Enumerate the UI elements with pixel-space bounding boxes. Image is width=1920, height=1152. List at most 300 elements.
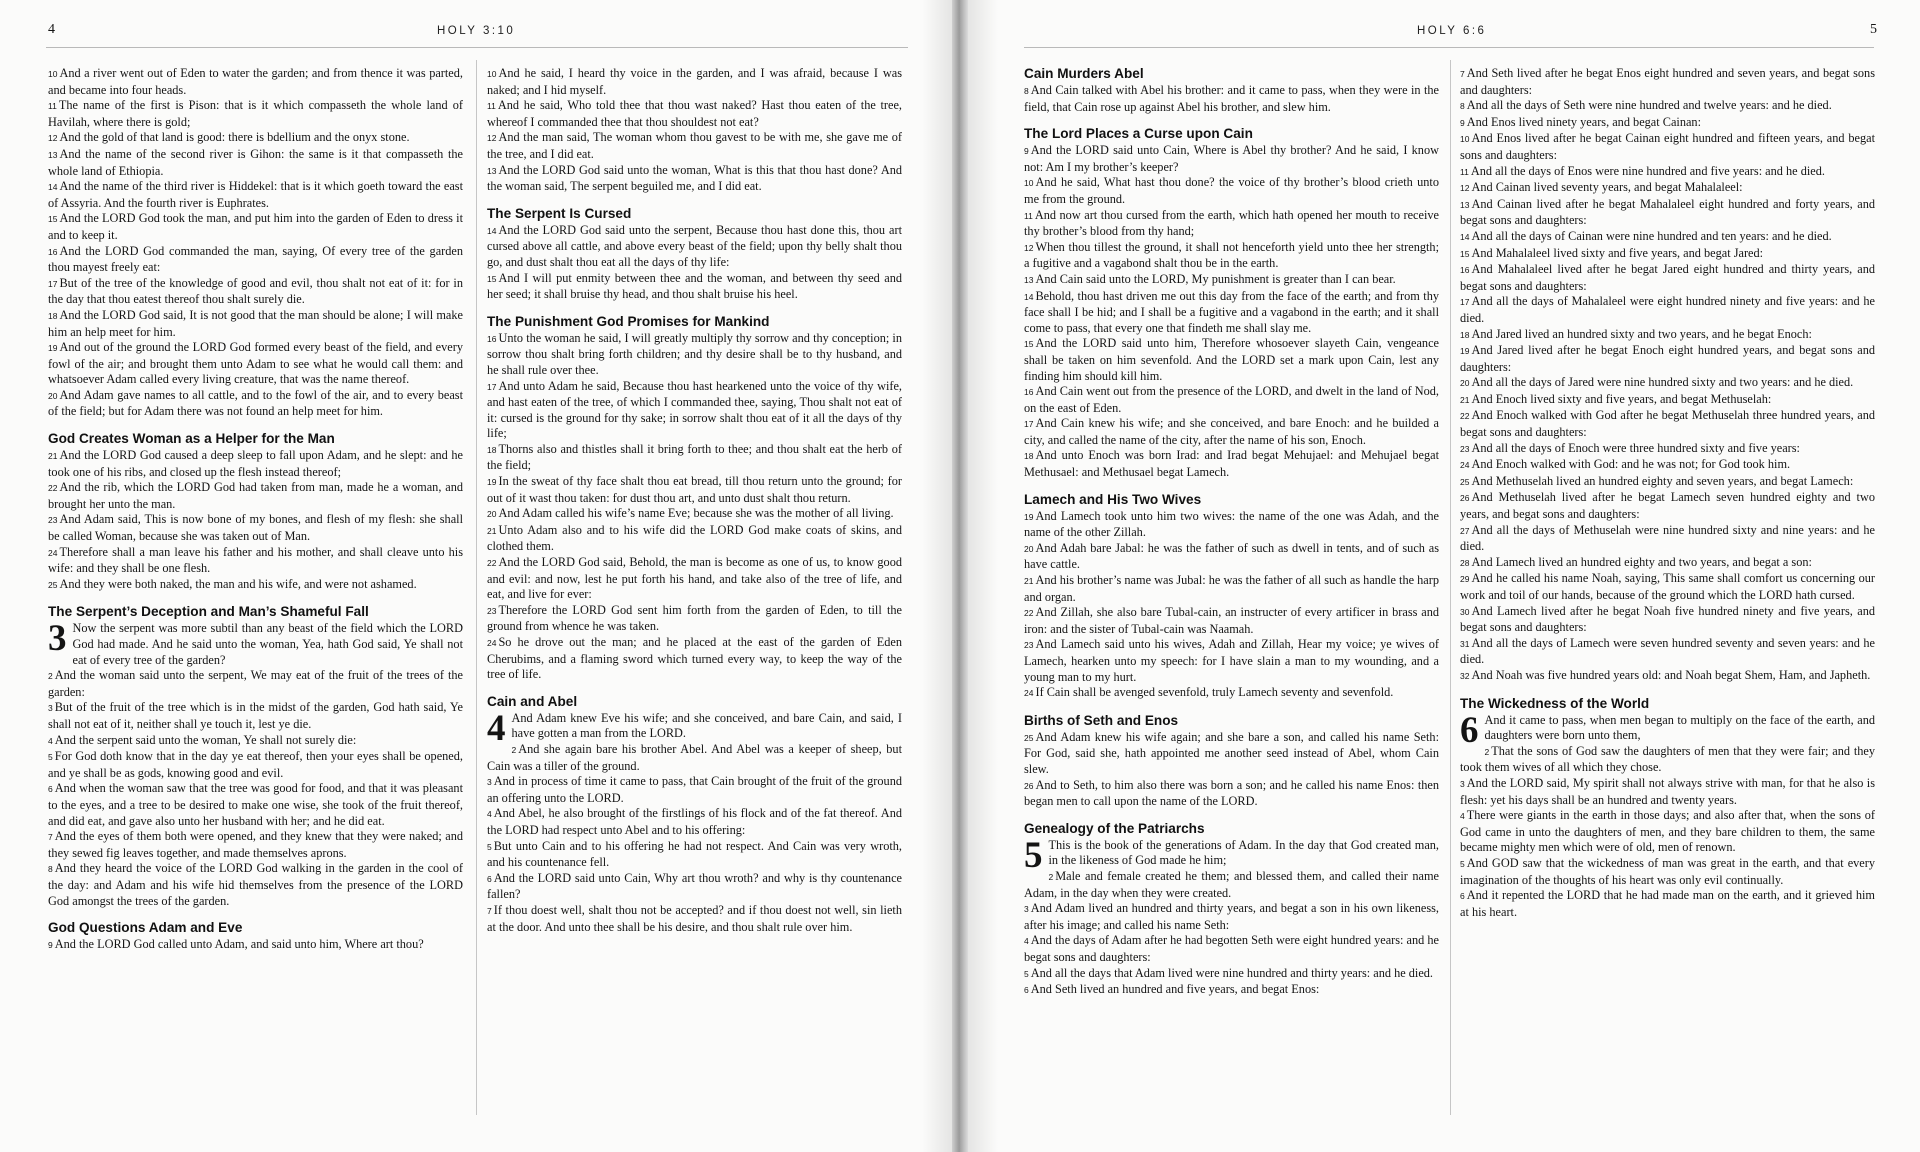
- text-column-1: [1024, 66, 1439, 999]
- verse: [1460, 375, 1875, 392]
- verse-number: 15: [1460, 248, 1470, 259]
- verse-number: 4: [48, 735, 53, 746]
- verse: [1024, 143, 1439, 175]
- verse-text: And Enoch walked with God: and he was not; for God took him.: [1471, 457, 1791, 472]
- verse: [1460, 856, 1875, 888]
- verse-number: 4: [1024, 936, 1029, 947]
- verse-number: 19: [1460, 346, 1470, 357]
- verse-text: But of the fruit of the tree which is in the midst of the garden, God hath said, Ye shall not eat of it, neither shall ye touch it, lest ye die.: [48, 700, 463, 731]
- verse-number: 17: [1460, 297, 1470, 308]
- verse-number: 10: [1024, 178, 1034, 189]
- verse: [487, 806, 902, 838]
- header-rule: [1024, 47, 1874, 48]
- verse: [487, 603, 902, 635]
- verse: [1460, 888, 1875, 920]
- verse-number: 2: [1484, 746, 1490, 757]
- verse: [48, 130, 463, 147]
- verse-text: And all the days of Enoch were three hundred sixty and five years:: [1471, 440, 1800, 455]
- verse-number: 12: [1460, 183, 1470, 194]
- verse-number: 18: [1024, 451, 1034, 462]
- verse-text: And Seth lived after he begat Enos eight hundred and seven years, and begat sons and daughters:: [1460, 66, 1875, 97]
- verse-number: 21: [487, 525, 497, 536]
- section-heading: The Lord Places a Curse upon Cain: [1024, 126, 1253, 142]
- verse: [1460, 474, 1875, 491]
- verse: [1024, 778, 1439, 810]
- verse-text: And Seth lived an hundred and five years, and begat Enos:: [1030, 982, 1320, 997]
- verse: [487, 523, 902, 555]
- verse-number: 30: [1460, 606, 1470, 617]
- verse: [48, 147, 463, 179]
- verse-number: 6: [1024, 985, 1029, 996]
- verse-number: 22: [1024, 608, 1034, 619]
- verse-text: And Methuselah lived an hundred eighty and seven years, and begat Lamech:: [1471, 473, 1854, 488]
- verse-number: 14: [1460, 231, 1470, 242]
- verse-text: And Lamech took unto him two wives: the name of the one was Adah, and the name of the other Zillah.: [1024, 508, 1439, 540]
- verse-text: The name of the first is Pison: that is it which compasseth the whole land of Havilah, where there is gold;: [48, 98, 463, 129]
- verse: [48, 388, 463, 420]
- verse: [48, 244, 463, 276]
- verse: [1024, 416, 1439, 448]
- verse-number: 32: [1460, 670, 1470, 681]
- verse-text: And the LORD God said, It is not good that the man should be alone; I will make him an help meet for him.: [48, 307, 463, 339]
- verse-number: 3: [1460, 778, 1465, 789]
- verse: [48, 340, 463, 388]
- verse-number: 14: [1024, 291, 1034, 302]
- verse-text: And his brother’s name was Jubal: he was the father of all such as handle the harp and organ.: [1024, 573, 1439, 604]
- verse-text: And the LORD God said unto the woman, What is this that thou hast done? And the woman said, The serpent beguiled me, and I did eat.: [487, 162, 902, 194]
- verse-number: 12: [1024, 242, 1034, 253]
- verse: [487, 442, 902, 474]
- verse-number: 6: [48, 784, 53, 795]
- verse-number: 15: [1024, 339, 1034, 350]
- book-gutter: [952, 0, 968, 1152]
- verse: [48, 829, 463, 861]
- verse: [48, 66, 463, 98]
- text-column-2: [1460, 66, 1875, 920]
- verse-text: And he called his name Noah, saying, This same shall comfort us concerning our work and toil of our hands, because of the ground which the LORD hath cursed.: [1460, 571, 1875, 602]
- verse: [48, 448, 463, 480]
- verse-text: And all the days that Adam lived were nine hundred and thirty years: and he died.: [1030, 965, 1434, 980]
- verse: [48, 733, 463, 750]
- verse: [1460, 262, 1875, 294]
- verse: [1024, 448, 1439, 480]
- verse: [1460, 776, 1875, 808]
- verse: [1460, 808, 1875, 856]
- verse: [1460, 66, 1875, 98]
- verse-number: 7: [487, 905, 492, 916]
- verse-text: And Cainan lived after he begat Mahalaleel eight hundred and forty years, and begat sons and daughters:: [1460, 196, 1875, 228]
- verse-number: 7: [48, 832, 53, 843]
- verse-number: 12: [487, 133, 497, 144]
- chapter-number: 6: [1460, 709, 1479, 751]
- verse-text: And they were both naked, the man and his wife, and were not ashamed.: [59, 576, 417, 591]
- verse-text: And Cain knew his wife; and she conceived, and bare Enoch: and he builded a city, and called the name of the city, after the name of his son, Enoch.: [1024, 416, 1439, 447]
- verse-number: 10: [487, 69, 497, 79]
- verse-number: 21: [1024, 576, 1034, 587]
- verse-text: In the sweat of thy face shalt thou eat bread, till thou return unto the ground; for out of it wast thou taken: for dust thou art, and unto dust shalt thou return.: [487, 474, 902, 505]
- verse-text: Therefore the LORD God sent him forth from the garden of Eden, to till the ground from whence he was taken.: [487, 602, 902, 634]
- verse: [487, 903, 902, 935]
- verse: [1460, 490, 1875, 522]
- verse-text: Now the serpent was more subtil than any beast of the field which the LORD God had made. And he said unto the woman, Yea, hath God said, Ye shall not eat of every tree of the garden?: [72, 621, 463, 667]
- verse: [1024, 289, 1439, 337]
- verse: [1460, 571, 1875, 603]
- verse: [1024, 83, 1439, 115]
- verse-number: 8: [1460, 101, 1465, 112]
- verse-number: 23: [1460, 443, 1470, 454]
- verse-number: 14: [48, 182, 58, 193]
- verse-number: 9: [48, 940, 53, 951]
- verse-number: 3: [48, 703, 53, 714]
- verse-text: And the serpent said unto the woman, Ye shall not surely die:: [54, 732, 357, 747]
- verse: [48, 545, 463, 577]
- verse-text: And Zillah, she also bare Tubal-cain, an instructer of every artificer in brass and iron: and the sister of Tubal-cain was Naamah.: [1024, 605, 1439, 636]
- verse: [1460, 457, 1875, 474]
- verse: [1024, 869, 1439, 901]
- verse: [487, 555, 902, 603]
- verse-text: Male and female created he them; and blessed them, and called their name Adam, in the day when they were created.: [1024, 868, 1439, 900]
- verse: [1024, 509, 1439, 541]
- verse-number: 21: [1460, 394, 1470, 405]
- verse: [1460, 636, 1875, 668]
- verse-text: Therefore shall a man leave his father and his mother, and shall cleave unto his wife: and they shall be one flesh.: [48, 544, 463, 576]
- running-head: HOLY 3:10: [437, 25, 516, 37]
- verse-number: 18: [48, 310, 58, 321]
- section-heading: The Serpent’s Deception and Man’s Shameful Fall: [48, 604, 369, 620]
- verse: [487, 130, 902, 162]
- header-rule: [46, 47, 908, 48]
- verse: [1460, 744, 1875, 776]
- verse-text: And all the days of Enos were nine hundred and five years: and he died.: [1470, 163, 1825, 178]
- text-column-1: [48, 66, 463, 954]
- verse: [1024, 175, 1439, 207]
- verse-text: And he said, I heard thy voice in the garden, and I was afraid, because I was naked; and I hid myself.: [487, 66, 902, 97]
- verse-number: 15: [48, 214, 58, 225]
- verse-number: 15: [487, 273, 497, 284]
- verse-number: 23: [487, 605, 497, 616]
- verse: [1024, 982, 1439, 999]
- verse-number: 23: [48, 515, 58, 526]
- verse-text: And Methuselah lived after he begat Lamech seven hundred eighty and two years, and begat sons and daughters:: [1460, 490, 1875, 522]
- verse-number: 20: [1024, 543, 1034, 554]
- column-divider: [476, 60, 477, 1115]
- verse-text: And the man said, The woman whom thou gavest to be with me, she gave me of the tree, and I did eat.: [487, 130, 902, 161]
- verse-text: And Lamech lived after he begat Noah five hundred ninety and five years, and begat sons and daughters:: [1460, 603, 1875, 635]
- section-heading: Births of Seth and Enos: [1024, 712, 1179, 728]
- verse-number: 5: [48, 752, 53, 763]
- verse-text: And Cain went out from the presence of the LORD, and dwelt in the land of Nod, on the east of Eden.: [1024, 384, 1439, 415]
- verse-number: 11: [48, 101, 57, 112]
- verse: [48, 276, 463, 308]
- verse: [1024, 966, 1439, 983]
- verse: [1460, 408, 1875, 440]
- verse-text: And they heard the voice of the LORD God walking in the garden in the cool of the day: and Adam and his wife hid themselves from the presence of the LORD God amongst the trees of the garden.: [48, 861, 463, 908]
- verse-number: 13: [1024, 274, 1034, 285]
- verse-number: 6: [487, 873, 492, 884]
- verse-number: 3: [1024, 904, 1029, 915]
- verse-number: 8: [1024, 86, 1029, 96]
- verse: [487, 223, 902, 271]
- verse: [1024, 240, 1439, 272]
- verse: [1024, 933, 1439, 965]
- verse: [1024, 901, 1439, 933]
- verse-text: And now art thou cursed from the earth, which hath opened her mouth to receive thy brother’s blood from thy hand;: [1024, 207, 1439, 239]
- verse-number: 5: [1024, 968, 1029, 979]
- verse-text: When thou tillest the ground, it shall not henceforth yield unto thee her strength; a fugitive and a vagabond shalt thou be in the earth.: [1024, 239, 1439, 271]
- verse-text: And GOD saw that the wickedness of man was great in the earth, and that every imagination of the thoughts of his heart was only evil continually.: [1460, 855, 1875, 887]
- verse: [48, 480, 463, 512]
- verse-number: 8: [48, 864, 53, 875]
- page-number: 4: [48, 22, 55, 37]
- verse: [1460, 555, 1875, 572]
- verse-number: 13: [487, 165, 497, 176]
- verse-text: And Jared lived an hundred sixty and two years, and he begat Enoch:: [1471, 326, 1812, 341]
- verse-number: 6: [1460, 891, 1465, 902]
- verse-text: And Lamech lived an hundred eighty and two years, and begat a son:: [1471, 554, 1812, 569]
- verse-text: And Abel, he also brought of the firstlings of his flock and of the fat thereof. And the LORD had respect unto Abel and to his offering:: [487, 806, 902, 837]
- verse-text: And out of the ground the LORD God formed every beast of the field, and every fowl of the air; and brought them unto Adam to see what he would call them: and whatsoever Adam called every living creature, that was the name thereof.: [48, 340, 463, 387]
- verse-number: 26: [1024, 780, 1034, 791]
- verse: [487, 66, 902, 98]
- verse-text: And it came to pass, when men began to multiply on the face of the earth, and daughters were born unto them,: [1484, 712, 1875, 743]
- verse-text: And all the days of Jared were nine hundred sixty and two years: and he died.: [1471, 375, 1854, 390]
- verse-number: 19: [48, 343, 58, 354]
- verse: [48, 937, 463, 954]
- verse-text: There were giants in the earth in those days; and also after that, when the sons of God came in unto the daughters of men, and they bare children to them, the same became mighty men which were of old, men of renown.: [1460, 808, 1875, 855]
- verse-text: And he said, Who told thee that thou wast naked? Hast thou eaten of the tree, whereof I commanded thee that thou shouldest not eat?: [487, 98, 902, 129]
- section-heading: Cain and Abel: [487, 693, 578, 709]
- verse: [487, 98, 902, 130]
- verse-number: 9: [1460, 117, 1465, 128]
- verse: [1460, 197, 1875, 229]
- verse: [487, 474, 902, 506]
- verse-number: 2: [1048, 871, 1054, 882]
- verse-text: Unto Adam also and to his wife did the LORD God make coats of skins, and clothed them.: [487, 522, 902, 554]
- section-heading: God Creates Woman as a Helper for the Man: [48, 431, 335, 447]
- section-heading: Genealogy of the Patriarchs: [1024, 820, 1205, 836]
- verse-text: But unto Cain and to his offering he had not respect. And Cain was very wroth, and his countenance fell.: [487, 838, 902, 870]
- verse-text: And he said, What hast thou done? the voice of thy brother’s blood crieth unto me from the ground.: [1024, 175, 1439, 206]
- section-heading: The Punishment God Promises for Mankind: [487, 313, 770, 329]
- verse-text: And all the days of Cainan were nine hundred and ten years: and he died.: [1471, 228, 1832, 243]
- verse: [1024, 336, 1439, 384]
- verse: [487, 774, 902, 806]
- verse-number: 13: [48, 149, 58, 160]
- verse-text: And she again bare his brother Abel. And Abel was a keeper of sheep, but Cain was a tiller of the ground.: [487, 741, 902, 773]
- verse-text: And Adam called his wife’s name Eve; because she was the mother of all living.: [498, 506, 894, 521]
- verse: [1460, 229, 1875, 246]
- verse-number: 3: [487, 777, 492, 788]
- verse: [1460, 98, 1875, 115]
- verse-number: 20: [487, 509, 497, 520]
- verse-text: And Cainan lived seventy years, and begat Mahalaleel:: [1471, 180, 1743, 195]
- verse-number: 16: [1024, 387, 1034, 398]
- verse: [1024, 685, 1439, 702]
- verse-number: 17: [1024, 419, 1034, 430]
- verse: [48, 179, 463, 211]
- verse-number: 25: [48, 579, 58, 590]
- verse-number: 27: [1460, 525, 1470, 536]
- verse-number: 2: [511, 744, 517, 755]
- chapter-opening: [487, 707, 902, 749]
- verse-text: But of the tree of the knowledge of good and evil, thou shalt not eat of it: for in the day that thou eatest thereof thou shalt surely die.: [48, 275, 463, 307]
- verse-text: And Jared lived after he begat Enoch eight hundred years, and begat sons and daughters:: [1460, 343, 1875, 374]
- text-column-2: [487, 66, 902, 935]
- verse: [1460, 668, 1875, 685]
- verse-text: And all the days of Lamech were seven hundred seventy and seven years: and he died.: [1460, 635, 1875, 667]
- verse-text: Unto the woman he said, I will greatly multiply thy sorrow and thy conception; in sorrow thou shalt bring forth children; and thy desire shall be to thy husband, and he shall rule over thee.: [487, 330, 902, 377]
- verse-number: 29: [1460, 574, 1470, 585]
- verse-text: And Adam knew Eve his wife; and she conceived, and bare Cain, and said, I have gotten a man from the LORD.: [511, 710, 902, 741]
- verse: [1460, 392, 1875, 409]
- verse-text: And Adam lived an hundred and thirty years, and begat a son in his own likeness, after his image; and called his name Seth:: [1024, 901, 1439, 932]
- verse: [487, 163, 902, 195]
- verse-text: And the LORD God called unto Adam, and said unto him, Where art thou?: [54, 937, 424, 952]
- verse-text: And Adam said, This is now bone of my bones, and flesh of my flesh: she shall be called Woman, because she was taken out of Man.: [48, 512, 463, 544]
- verse: [48, 577, 463, 594]
- verse: [487, 379, 902, 442]
- verse-number: 10: [48, 69, 58, 79]
- verse-number: 23: [1024, 640, 1034, 651]
- verse: [1024, 208, 1439, 240]
- verse-text: And Adah bare Jabal: he was the father of such as dwell in tents, and of such as have cattle.: [1024, 540, 1439, 572]
- verse-text: And Enos lived ninety years, and begat Cainan:: [1466, 114, 1701, 129]
- verse-number: 10: [1460, 134, 1470, 145]
- chapter-opening: [1460, 709, 1875, 751]
- verse: [1460, 604, 1875, 636]
- verse-text: And to Seth, to him also there was born a son; and he called his name Enos: then began men to call upon the name of the LORD.: [1024, 777, 1439, 809]
- verse-number: 4: [1460, 811, 1465, 822]
- verse-number: 16: [1460, 265, 1470, 276]
- verse-number: 22: [487, 558, 497, 569]
- verse: [487, 742, 902, 774]
- verse-number: 13: [1460, 199, 1470, 210]
- verse: [487, 871, 902, 903]
- verse-text: And Enoch lived sixty and five years, and begat Methuselah:: [1471, 391, 1772, 406]
- page-number: 5: [1870, 22, 1877, 37]
- verse-text: And Lamech said unto his wives, Adah and Zillah, Hear my voice; ye wives of Lamech, hearken unto my speech: for I have slain a man to my wounding, and a young man to my hurt.: [1024, 637, 1439, 684]
- verse: [1460, 294, 1875, 326]
- section-heading: The Serpent Is Cursed: [487, 205, 632, 221]
- verse-text: And the LORD God took the man, and put him into the garden of Eden to dress it and to keep it.: [48, 211, 463, 242]
- verse-text: If thou doest well, shalt thou not be accepted? and if thou doest not well, sin lieth at the door. And unto thee shall be his desire, and thou shalt rule over him.: [487, 902, 902, 934]
- verse-number: 24: [1460, 460, 1470, 471]
- verse: [48, 308, 463, 340]
- verse-text: And the rib, which the LORD God had taken from man, made he a woman, and brought her unto the man.: [48, 480, 463, 511]
- verse-number: 20: [48, 390, 58, 401]
- verse: [48, 781, 463, 829]
- verse-number: 18: [487, 444, 497, 455]
- verse-text: And Noah was five hundred years old: and Noah begat Shem, Ham, and Japheth.: [1471, 667, 1871, 682]
- chapter-opening: [1024, 834, 1439, 876]
- verse: [1024, 384, 1439, 416]
- section-heading: Cain Murders Abel: [1024, 66, 1144, 81]
- verse: [1460, 327, 1875, 344]
- verse: [1460, 246, 1875, 263]
- verse: [487, 839, 902, 871]
- verse-text: And the LORD God caused a deep sleep to fall upon Adam, and he slept: and he took one of his ribs, and closed up the flesh instead thereof;: [48, 448, 463, 479]
- verse-text: And unto Adam he said, Because thou hast hearkened unto the voice of thy wife, and hast eaten of the tree, of which I commanded thee, saying, Thou shalt not eat of it: cursed is the ground for thy sake; in sorrow shalt thou eat of it all the days of thy life;: [487, 378, 902, 441]
- verse-text: And the name of the third river is Hiddekel: that is it which goeth toward the east of Assyria. And the fourth river is Euphrates.: [48, 179, 463, 210]
- verse-text: And Cain said unto the LORD, My punishment is greater than I can bear.: [1035, 271, 1396, 286]
- verse-text: Behold, thou hast driven me out this day from the face of the earth; and from thy face shall I be hid; and I shall be a fugitive and a vagabond in the earth; and it shall come to pass, that every one that findeth me shall slay me.: [1024, 288, 1439, 335]
- verse: [487, 271, 902, 303]
- verse-text: And the woman said unto the serpent, We may eat of the fruit of the trees of the garden:: [48, 668, 463, 699]
- verse: [1460, 164, 1875, 181]
- verse: [1460, 343, 1875, 375]
- verse-text: And the LORD said, My spirit shall not always strive with man, for that he also is flesh: yet his days shall be an hundred and twenty years.: [1460, 775, 1875, 807]
- chapter-opening: [48, 618, 463, 668]
- verse-text: And when the woman saw that the tree was good for food, and that it was pleasant to the eyes, and a tree to be desired to make one wise, she took of the fruit thereof, and did eat, and gave also unto her husband with her; and he did eat.: [48, 781, 463, 828]
- verse: [1460, 115, 1875, 132]
- verse-text: Thorns also and thistles shall it bring forth to thee; and thou shalt eat the herb of the field;: [487, 441, 902, 473]
- verse-text: That the sons of God saw the daughters of men that they were fair; and they took them wives of all which they chose.: [1460, 743, 1875, 775]
- verse: [487, 331, 902, 379]
- verse-number: 18: [1460, 329, 1470, 340]
- verse-number: 4: [487, 809, 492, 820]
- verse-number: 24: [487, 638, 497, 648]
- verse-text: And all the days of Mahalaleel were eight hundred ninety and five years: and he died.: [1460, 294, 1875, 325]
- verse-text: And the LORD said unto Cain, Where is Abel thy brother? And he said, I know not: Am I my brother’s keeper?: [1024, 143, 1439, 174]
- verse: [1460, 441, 1875, 458]
- verse-text: And unto Enoch was born Irad: and Irad begat Mehujael: and Mehujael begat Methusael: and Methusael begat Lamech.: [1024, 448, 1439, 480]
- verse: [48, 749, 463, 781]
- verse-number: 20: [1460, 378, 1470, 389]
- verse-text: And the eyes of them both were opened, and they knew that they were naked; and they sewed fig leaves together, and made themselves aprons.: [48, 829, 463, 860]
- verse: [48, 700, 463, 732]
- verse-number: 9: [1024, 146, 1029, 157]
- verse-text: And Mahalaleel lived after he begat Jared eight hundred and thirty years, and begat sons and daughters:: [1460, 262, 1875, 293]
- verse-text: And I will put enmity between thee and the woman, and between thy seed and her seed; it shall bruise thy head, and thou shalt bruise his heel.: [487, 270, 902, 302]
- verse: [48, 211, 463, 243]
- verse-number: 2: [48, 671, 53, 682]
- verse-text: And Adam knew his wife again; and she bare a son, and called his name Seth: For God, said she, hath appointed me another seed instead of Abel, whom Cain slew.: [1024, 729, 1439, 776]
- verse: [1024, 637, 1439, 685]
- verse-text: And Enoch walked with God after he begat Methuselah three hundred years, and begat sons and daughters:: [1460, 408, 1875, 440]
- verse-number: 26: [1460, 493, 1470, 504]
- verse-number: 22: [48, 483, 58, 494]
- verse-text: And it repented the LORD that he had made man on the earth, and it grieved him at his heart.: [1460, 888, 1875, 919]
- verse-text: And a river went out of Eden to water the garden; and from thence it was parted, and became into four heads.: [48, 66, 463, 97]
- running-head: HOLY 6:6: [1417, 25, 1487, 37]
- verse-text: And the LORD God commanded the man, saying, Of every tree of the garden thou mayest freely eat:: [48, 243, 463, 275]
- verse-number: 11: [1460, 166, 1469, 177]
- verse-number: 16: [48, 246, 58, 257]
- verse-text: And the name of the second river is Gihon: the same is it that compasseth the whole land of Ethiopia.: [48, 146, 463, 178]
- chapter-number: 4: [487, 707, 506, 749]
- verse-number: 11: [487, 101, 496, 112]
- verse-text: And all the days of Seth were nine hundred and twelve years: and he died.: [1466, 98, 1832, 113]
- verse-text: And Adam gave names to all cattle, and to the fowl of the air, and to every beast of the field; but for Adam there was not found an help meet for him.: [48, 387, 463, 419]
- verse-text: And the LORD God said, Behold, the man is become as one of us, to know good and evil: and now, lest he put forth his hand, and take also of the tree of life, and eat, and live for ever:: [487, 555, 902, 602]
- verse-number: 14: [487, 225, 497, 236]
- verse-number: 31: [1460, 638, 1470, 649]
- verse: [48, 98, 463, 130]
- verse-number: 7: [1460, 69, 1465, 79]
- section-heading: The Wickedness of the World: [1460, 695, 1650, 711]
- column-divider: [1450, 60, 1451, 1115]
- section-heading: God Questions Adam and Eve: [48, 920, 243, 936]
- verse-text: If Cain shall be avenged sevenfold, truly Lamech seventy and sevenfold.: [1035, 685, 1394, 700]
- verse: [1024, 541, 1439, 573]
- verse-number: 5: [487, 841, 492, 852]
- verse-number: 5: [1460, 858, 1465, 869]
- verse-number: 17: [487, 381, 497, 392]
- verse-number: 28: [1460, 557, 1470, 568]
- verse-text: And the LORD God said unto the serpent, Because thou hast done this, thou art cursed above all cattle, and above every beast of the field; upon thy belly shalt thou go, and dust shalt thou eat all the days of thy life:: [487, 222, 902, 269]
- chapter-number: 5: [1024, 834, 1043, 876]
- verse: [1460, 131, 1875, 163]
